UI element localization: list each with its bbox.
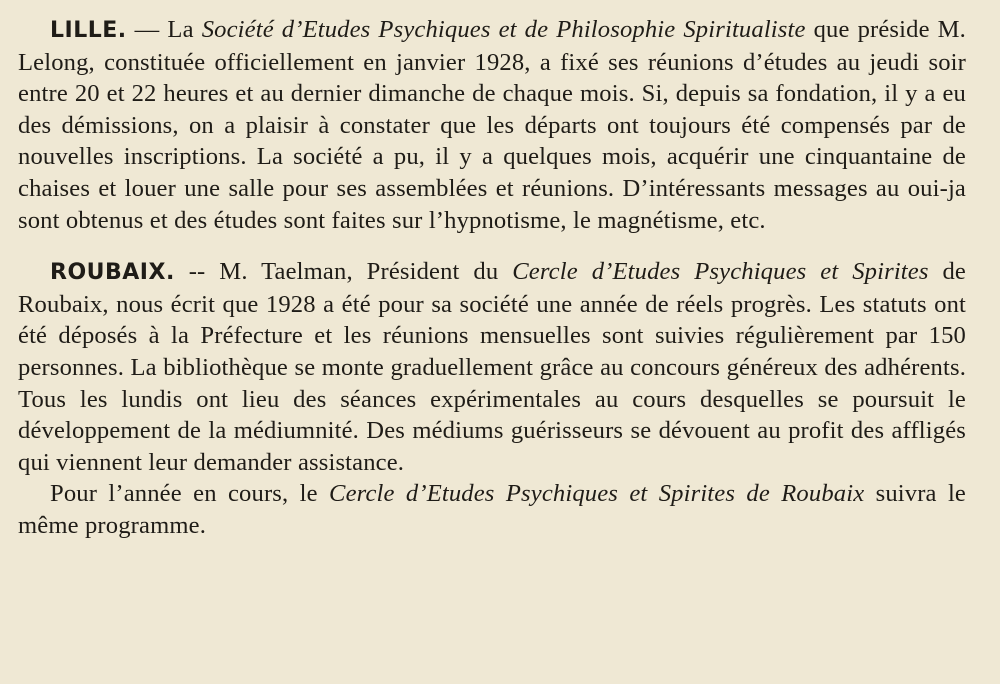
- city-heading-lille: LILLE.: [50, 18, 127, 43]
- paragraph-roubaix-followup: [18, 478, 966, 541]
- followup-circle-name: Cercle d’Etudes Psychiques et Spirites de Roubaix: [329, 480, 865, 508]
- lille-body-text: que préside M. Lelong, constituée officiellement en janvier 1928, a fixé ses réunions d’études au jeudi soir entre 20 et 22 heures et au dernier dimanche de chaque mois. Si, depuis sa fondation, il y a eu des démissions, on a plaisir à constater que les départs ont toujours été compensés par de nouvelles inscriptions. La société a pu, il y a quelques mois, acquérir une cinquantaine de chaises et louer une salle pour ses assemblées et réunions. D’intéressants messages au oui-ja sont obtenus et des études sont faites sur l’hypnotisme, le magnétisme, etc.: [18, 16, 966, 234]
- followup-tail: suivra le même programme.: [18, 480, 966, 539]
- roubaix-circle-name: Cercle d’Etudes Psychiques et Spirites: [512, 258, 929, 286]
- roubaix-body-text: de Roubaix, nous écrit que 1928 a été pour sa société une année de réels progrès. Les statuts ont été déposés à la Préfecture et les réunions mensuelles sont suivies régulièrement par 150 personnes. La bibliothèque se monte graduellement grâce au concours généreux des adhérents. Tous les lundis ont lieu des séances expérimentales au cours desquelles se poursuit le développement de la médiumnité. Des médiums guérisseurs se dévouent au profit des affligés qui viennent leur demander assistance.: [18, 258, 966, 476]
- followup-lead: Pour l’année en cours, le: [50, 480, 330, 508]
- lille-society-name: Société d’Etudes Psychiques et de Philosophie Spiritualiste: [201, 16, 806, 43]
- roubaix-intro: -- M. Taelman, Président du: [174, 258, 513, 286]
- city-heading-roubaix: ROUBAIX.: [50, 260, 175, 286]
- paragraph-lille: [18, 14, 966, 236]
- paragraph-roubaix: [18, 256, 966, 478]
- lille-intro: — La: [126, 16, 202, 43]
